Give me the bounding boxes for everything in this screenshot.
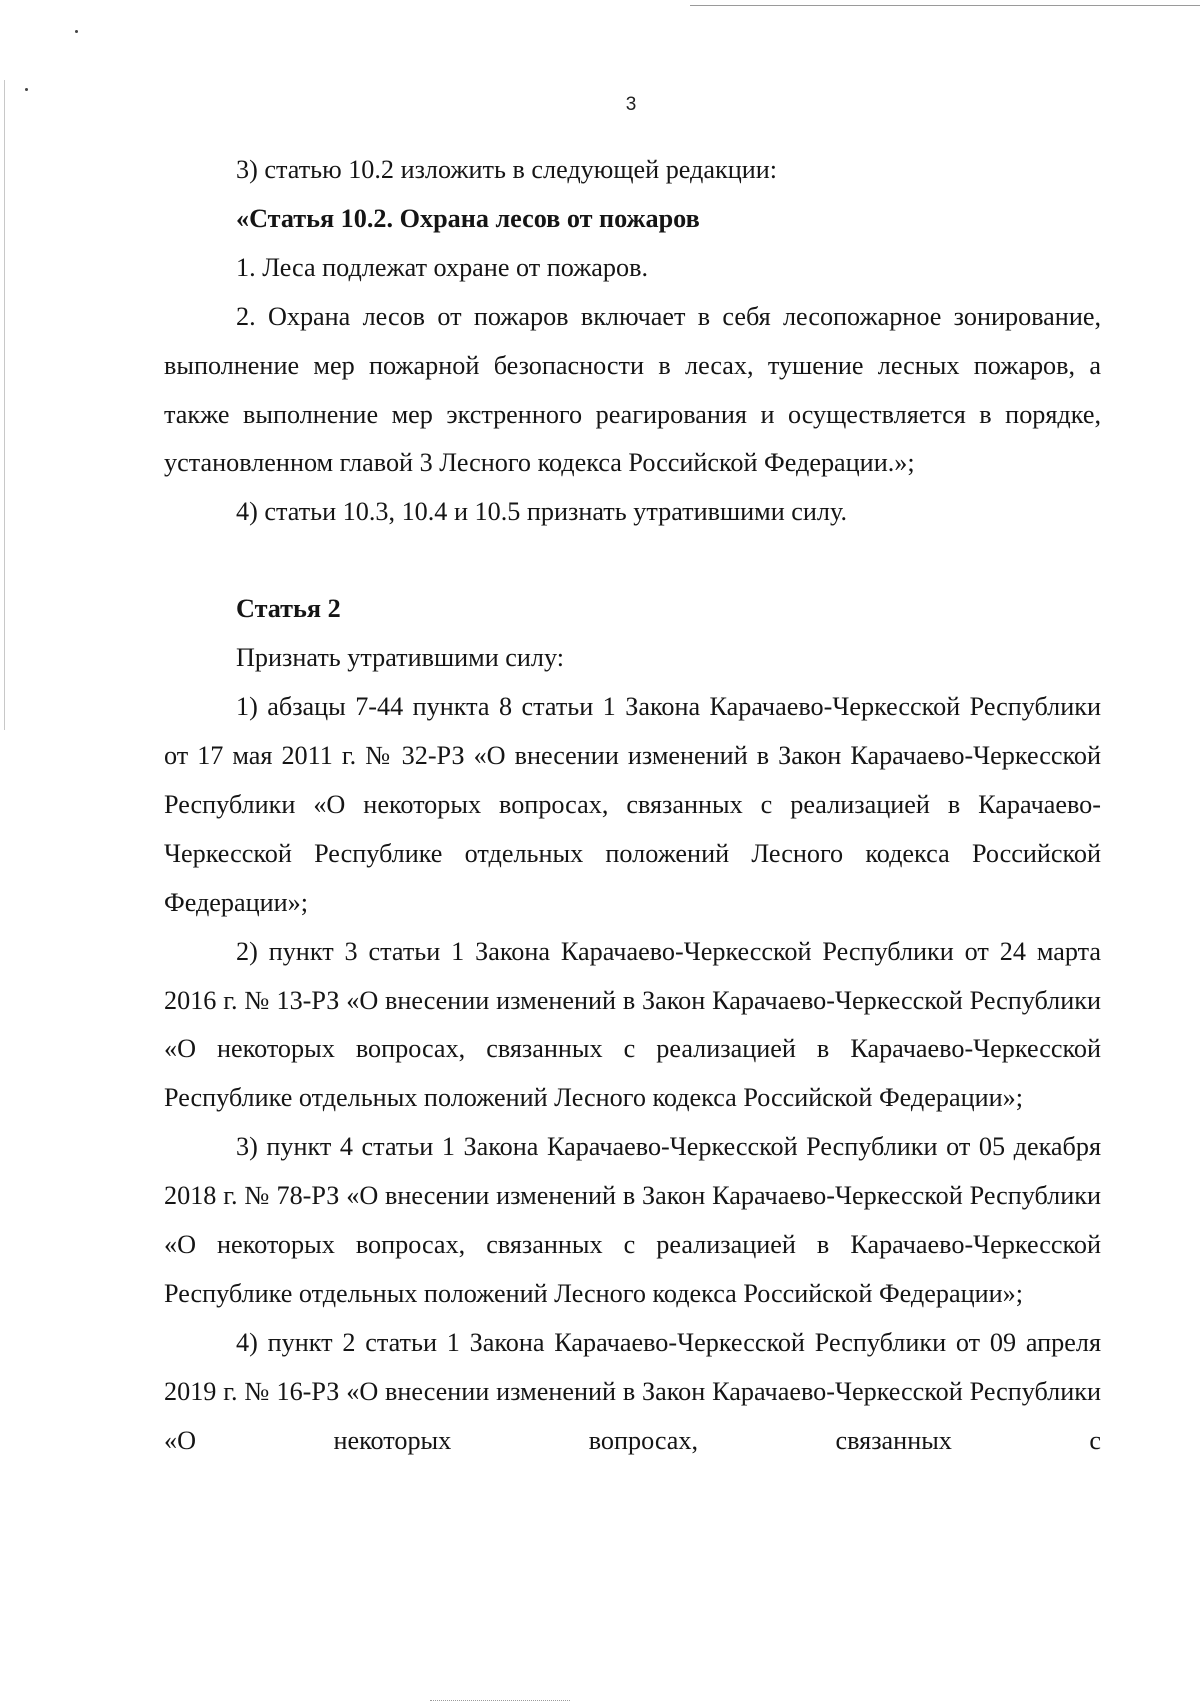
article-10-2-point-2: 2. Охрана лесов от пожаров включает в себя лесопожарное зонирование, выполнение мер пожарной безопасности в лесах, тушение лесных пожаров, а также выполнение мер экстренного реагирования и осуществляется в порядке, установленном главой 3 Лесного кодекса Российской Федерации.»; — [164, 301, 1101, 478]
paragraph-item-3-amend: 3) статью 10.2 изложить в следующей редакции: — [236, 155, 778, 184]
scan-edge-left-line — [4, 80, 5, 730]
article-10-2-point-1: 1. Леса подлежат охране от пожаров. — [236, 252, 649, 282]
page-number: 3 — [625, 94, 637, 115]
list-item: 1) абзацы 7-44 пункта 8 статьи 1 Закона Карачаево-Черкесской Республики от 17 мая 2011 г. № 32-РЗ «О внесении изменений в Закон Карачаево-Черкесской Республики «О некоторых вопросах, связанных с реализацией в Карачаево-Черкесской Республике отдельных положений Лесного кодекса Российской Федерации»; — [164, 692, 1101, 917]
paragraph-item-4-repeal: 4) статьи 10.3, 10.4 и 10.5 признать утратившими силу. — [236, 497, 847, 527]
scan-edge-bottom-dots — [430, 1700, 570, 1701]
section-spacer — [164, 537, 1101, 585]
article-2-heading: Статья 2 — [236, 594, 341, 624]
list-item: 2) пункт 3 статьи 1 Закона Карачаево-Черкесской Республики от 24 марта 2016 г. № 13-РЗ «О внесении изменений в Закон Карачаево-Черкесской Республики «О некоторых вопросах, связанных с реализацией в Карачаево-Черкесской Республике отдельных положений Лесного кодекса Российской Федерации»; — [164, 936, 1101, 1113]
scan-edge-top-line — [690, 5, 1200, 6]
document-body — [164, 146, 1101, 1466]
article-2-intro: Признать утратившими силу: — [236, 643, 565, 673]
list-item: 4) пункт 2 статьи 1 Закона Карачаево-Черкесской Республики от 09 апреля 2019 г. № 16-РЗ «О внесении изменений в Закон Карачаево-Черкесской Республики «О некоторых вопросах, связанных с — [164, 1327, 1101, 1455]
article-10-2-heading: «Статья 10.2. Охрана лесов от пожаров — [236, 203, 700, 233]
scan-speck — [25, 88, 28, 91]
list-item: 3) пункт 4 статьи 1 Закона Карачаево-Черкесской Республики от 05 декабря 2018 г. № 78-РЗ «О внесении изменений в Закон Карачаево-Черкесской Республики «О некоторых вопросах, связанных с реализацией в Карачаево-Черкесской Республике отдельных положений Лесного кодекса Российской Федерации»; — [164, 1132, 1101, 1308]
scan-speck — [75, 30, 78, 33]
